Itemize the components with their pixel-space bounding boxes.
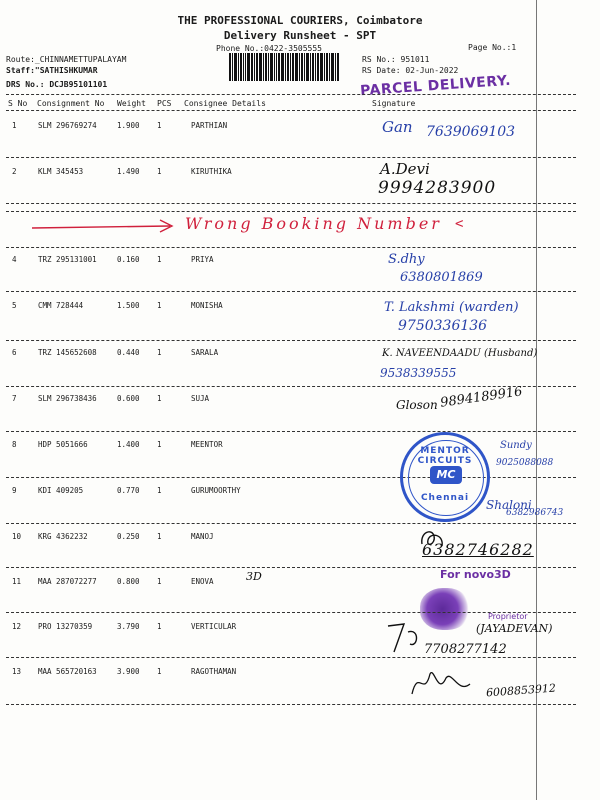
row-10-phone: 6382746282 bbox=[422, 540, 534, 559]
row-9-consignee: GURUMOORTHY bbox=[191, 486, 241, 495]
signature-scribble-icon bbox=[384, 618, 424, 658]
row-2-sno: 2 bbox=[12, 167, 17, 176]
row-4-consignee: PRIYA bbox=[191, 255, 214, 264]
row-4-phone: 6380801869 bbox=[400, 270, 483, 285]
row-13-pcs: 1 bbox=[157, 667, 162, 676]
mentor-circuits-stamp bbox=[400, 432, 490, 522]
row-1-consignment: SLM 296769274 bbox=[38, 121, 97, 130]
row-1-consignee: PARTHIAN bbox=[191, 121, 228, 130]
row-5-signature: T. Lakshmi (warden) bbox=[384, 300, 519, 315]
sheet-title: Delivery Runsheet - SPT bbox=[223, 29, 377, 42]
row-12-consignment: PRO 13270359 bbox=[38, 622, 93, 631]
row-10-consignee: MANOJ bbox=[191, 532, 214, 541]
row-6-weight: 0.440 bbox=[117, 348, 140, 357]
row-5-rule bbox=[6, 340, 576, 341]
row-10-sno: 10 bbox=[12, 532, 22, 541]
rs-date: RS Date: 02-Jun-2022 bbox=[362, 66, 459, 75]
row-6-sno: 6 bbox=[12, 348, 17, 357]
row-8-rule bbox=[6, 477, 576, 478]
row-5-phone: 9750336136 bbox=[398, 318, 488, 334]
phone-number: Phone No.:0422-3505555 bbox=[216, 44, 322, 53]
row-5-pcs: 1 bbox=[157, 301, 162, 310]
row-12-proprietor: Proprietor bbox=[488, 612, 528, 621]
row-2-rule bbox=[6, 203, 576, 204]
stamp-bottom-text: Chennai bbox=[420, 493, 470, 503]
row-7-sno: 7 bbox=[12, 394, 17, 403]
rs-number: RS No.: 951011 bbox=[362, 55, 430, 64]
row-7-weight: 0.600 bbox=[117, 394, 140, 403]
row-13-consignee: RAGOTHAMAN bbox=[191, 667, 237, 676]
row-1-rule bbox=[6, 157, 576, 158]
col-sno: S No bbox=[8, 99, 28, 108]
row-6-rule bbox=[6, 386, 576, 387]
row-8-signature: Sundy bbox=[500, 440, 532, 451]
header-top-rule bbox=[6, 94, 576, 95]
row-12-sno: 12 bbox=[12, 622, 22, 631]
row-2-signature: A.Devi bbox=[380, 160, 430, 178]
row-1-signature: Gan bbox=[382, 118, 413, 136]
col-pcs: PCS bbox=[157, 99, 172, 108]
row-8-weight: 1.400 bbox=[117, 440, 140, 449]
row-7-phone: 9894189916 bbox=[439, 384, 524, 411]
row-4-signature: S.dhy bbox=[388, 252, 425, 267]
row-4-weight: 0.160 bbox=[117, 255, 140, 264]
drs-number: DRS No.: DCJB95101101 bbox=[6, 80, 108, 89]
row-6-consignment: TRZ 145652608 bbox=[38, 348, 97, 357]
row-13-consignment: MAA 565720163 bbox=[38, 667, 97, 676]
row-12-phone: 7708277142 bbox=[424, 642, 507, 657]
col-consignment: Consignment No bbox=[37, 99, 105, 108]
row-10-weight: 0.250 bbox=[117, 532, 140, 541]
row-6-pcs: 1 bbox=[157, 348, 162, 357]
arrow-left-icon: < bbox=[455, 216, 464, 232]
row-11-note: 3D bbox=[246, 570, 262, 583]
row-4-sno: 4 bbox=[12, 255, 17, 264]
row-9-phone: 6382986743 bbox=[506, 508, 564, 518]
row-12-weight: 3.790 bbox=[117, 622, 140, 631]
staff-name: Staff:"SATHISHKUMAR bbox=[6, 66, 98, 75]
row-13-phone: 6008853912 bbox=[485, 681, 557, 700]
purple-stamp-blot bbox=[420, 588, 470, 630]
row-4-pcs: 1 bbox=[157, 255, 162, 264]
row-8-consignment: HDP 5051666 bbox=[38, 440, 88, 449]
row-6-consignee: SARALA bbox=[191, 348, 219, 357]
row-8-pcs: 1 bbox=[157, 440, 162, 449]
row-9-rule bbox=[6, 523, 576, 524]
row-13-rule bbox=[6, 704, 576, 705]
row-7-consignment: SLM 296738436 bbox=[38, 394, 97, 403]
row-8-sno: 8 bbox=[12, 440, 17, 449]
row-3-top-rule bbox=[6, 211, 576, 212]
row-4-consignment: TRZ 295131001 bbox=[38, 255, 97, 264]
row-8-phone: 9025088088 bbox=[496, 458, 554, 468]
row-5-sno: 5 bbox=[12, 301, 17, 310]
row-1-pcs: 1 bbox=[157, 121, 162, 130]
col-weight: Weight bbox=[117, 99, 146, 108]
mc-logo-icon: MC bbox=[430, 466, 462, 484]
row-9-consignment: KDI 409205 bbox=[38, 486, 84, 495]
row-12-rule bbox=[6, 657, 576, 658]
stamp-top-text: MENTOR CIRCUITS bbox=[417, 446, 473, 466]
company-name: THE PROFESSIONAL COURIERS, Coimbatore bbox=[177, 14, 423, 27]
row-2-consignee: KIRUTHIKA bbox=[191, 167, 232, 176]
row-10-consignment: KRG 4362232 bbox=[38, 532, 88, 541]
row-12-consignee: VERTICULAR bbox=[191, 622, 237, 631]
row-5-consignment: CMM 728444 bbox=[38, 301, 84, 310]
row-2-consignment: KLM 345453 bbox=[38, 167, 84, 176]
page-edge-line bbox=[536, 0, 537, 800]
parcel-delivery-stamp: PARCEL DELIVERY. bbox=[359, 72, 512, 100]
row-7-rule bbox=[6, 431, 576, 432]
row-5-weight: 1.500 bbox=[117, 301, 140, 310]
row-7-signature: Gloson bbox=[396, 398, 438, 412]
col-consignee: Consignee Details bbox=[184, 99, 266, 108]
col-signature: Signature bbox=[372, 99, 416, 108]
signature-scribble-icon bbox=[408, 664, 478, 702]
row-11-stamp: For novo3D bbox=[440, 568, 511, 581]
arrow-icon bbox=[30, 214, 180, 234]
row-10-pcs: 1 bbox=[157, 532, 162, 541]
row-11-weight: 0.800 bbox=[117, 577, 140, 586]
row-1-weight: 1.900 bbox=[117, 121, 140, 130]
row-9-signature: Shaloni bbox=[486, 498, 532, 512]
header-bottom-rule bbox=[6, 110, 576, 111]
row-9-sno: 9 bbox=[12, 486, 17, 495]
row-11-consignment: MAA 287072277 bbox=[38, 577, 97, 586]
row-4-rule bbox=[6, 291, 576, 292]
row-6-phone: 9538339555 bbox=[380, 366, 457, 380]
row-3-bottom-rule bbox=[6, 247, 576, 248]
row-11-consignee: ENOVA bbox=[191, 577, 214, 586]
row-1-phone: 7639069103 bbox=[426, 124, 516, 140]
row-9-pcs: 1 bbox=[157, 486, 162, 495]
row-2-pcs: 1 bbox=[157, 167, 162, 176]
row-11-pcs: 1 bbox=[157, 577, 162, 586]
row-2-weight: 1.490 bbox=[117, 167, 140, 176]
row-5-consignee: MONISHA bbox=[191, 301, 223, 310]
row-13-sno: 13 bbox=[12, 667, 22, 676]
row-2-phone: 9994283900 bbox=[378, 178, 497, 198]
wrong-booking-note: Wrong Booking Number bbox=[185, 214, 442, 233]
row-8-consignee: MEENTOR bbox=[191, 440, 223, 449]
barcode bbox=[229, 53, 355, 81]
row-9-weight: 0.770 bbox=[117, 486, 140, 495]
row-1-sno: 1 bbox=[12, 121, 17, 130]
row-7-consignee: SUJA bbox=[191, 394, 210, 403]
row-12-name-note: (JAYADEVAN) bbox=[476, 622, 553, 635]
row-11-sno: 11 bbox=[12, 577, 22, 586]
page-number: Page No.:1 bbox=[468, 43, 517, 52]
route: Route:_CHINNAMETTUPALAYAM bbox=[6, 55, 127, 64]
row-13-weight: 3.900 bbox=[117, 667, 140, 676]
row-7-pcs: 1 bbox=[157, 394, 162, 403]
row-12-pcs: 1 bbox=[157, 622, 162, 631]
row-6-signature: K. NAVEENDAADU (Husband) bbox=[382, 348, 538, 359]
